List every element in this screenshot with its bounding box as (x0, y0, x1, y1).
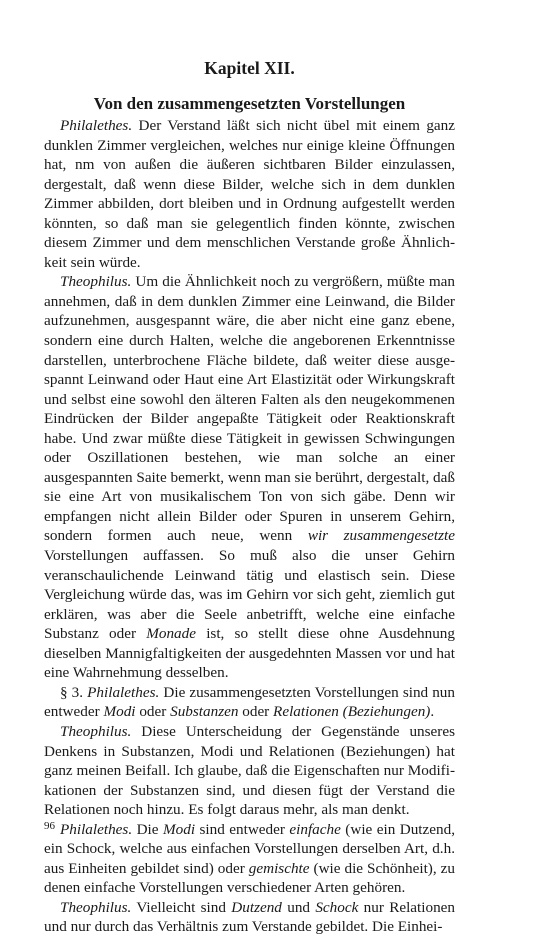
text-run: Vorstellungen auffassen. So muß also die unser Gehirn veranschaulichende Leinwand tätig und elastisch sein. Diese Vergleichung würde das, was im Gehirn vor sich geht, ziemlich gut erklären, was aber die Seele anbetrifft, welche eine einfache Substanz oder (44, 547, 455, 643)
text-run: oder (238, 703, 274, 721)
text-run: sind entweder (195, 820, 290, 838)
text-run: Um die Ähnlichkeit noch zu vergrößern, müßte man annehmen, daß in dem dunklen Zimmer eine Leinwand, die Bilder aufzunehmen, ausgespannt wäre, die aber nicht eine ganz ebene, sondern eine durch Halten, welche die angeborenen Erkenntnisse darstellen, unterbrochene Fläche bildete, daß weiter diese ausgespannt Leinwand oder Haut eine Art Elastizität oder Wirkungskraft und selbst eine sowohl den älteren Falten als den neugekommenen Eindrücken der Bilder angepaßte Tätigkeit oder Reaktionskraft habe. Und zwar müßte diese Tätigkeit in gewissen Schwingungen oder Oszillationen bestehen, wie man solche an einer ausgespannten Saite bemerkt, wenn man sie berührt, dergestalt, daß sie eine Art von musikalischem Ton von sich gäbe. Denn wir empfangen nicht allein Bilder oder Spuren in unserem Gehirn, sondern formen auch neue, wenn (44, 273, 455, 545)
italic-run: Modi (162, 820, 196, 838)
italic-run: Theophilus. (60, 273, 132, 291)
chapter-heading: Kapitel XII. (204, 58, 295, 78)
page-number: 96 (44, 820, 55, 832)
text-run: Der Verstand läßt sich nicht übel mit einem ganz dunklen Zimmer vergleichen, welches nur einige kleine Öffnungen hat, nm von außen die äußeren sichtbaren Bilder einzulassen, dergestalt, daß wenn diese Bilder, welche sich in dem dunklen Zimmer abbilden, dort bleiben und in Ordnung aufgestellt werden könnten, so daß man sie gelegentlich finden könnte, zwischen diesem Zimmer und dem menschlichen Verstande große Ähnlichkeit sein würde. (44, 117, 455, 271)
italic-run: gemischte (248, 859, 310, 877)
italic-run: Substanzen (170, 703, 239, 721)
text-run: Die (132, 820, 163, 838)
text-run: . (430, 703, 435, 721)
text-run: und (281, 898, 316, 916)
paragraph (44, 820, 455, 898)
text-run: (wie die Schönheit), zu denen einfache Vorstellungen verschiedener Arten gehören. (44, 859, 455, 897)
italic-run: Philalethes. (87, 683, 160, 701)
paragraph (44, 722, 455, 820)
italic-run: Dutzend (231, 898, 282, 916)
chapter-title: Von den zusammengesetzten Vorstellungen (93, 94, 406, 113)
italic-run: Theophilus. (60, 722, 132, 740)
italic-run: einfache (289, 820, 341, 838)
italic-run: Philalethes. (60, 820, 133, 838)
italic-run: Philalethes. (60, 117, 133, 134)
text-run: § 3. (60, 683, 88, 701)
paragraph (44, 272, 455, 682)
italic-run: Monade (146, 625, 196, 643)
paragraph (44, 116, 455, 272)
italic-run: Schock (315, 898, 359, 916)
italic-run: Modi (103, 703, 136, 721)
book-page (44, 0, 456, 936)
text-run: Diese Unterscheidung der Gegenstände unseres Denkens in Substanzen, Modi und Relationen (Beziehungen) hat ganz meinen Beifall. Ich glaube, daß die Eigenschaften nur Modifikationen der Substanzen sind, und diesen fügt der Verstand die Relationen noch hinzu. Es folgt daraus mehr, als man denkt. (44, 722, 455, 819)
text-run: Die zusammengesetzten Vorstellungen sind nun entweder (44, 683, 455, 721)
italic-run: Theophilus. (60, 898, 132, 916)
paragraph (44, 898, 455, 937)
text-run: oder (135, 703, 171, 721)
text-run: Vielleicht sind (131, 898, 232, 916)
italic-run: wir zusammengesetzte (307, 527, 455, 545)
text-run: ist, so stellt diese ohne Ausdehnung dieselben Mannigfaltigkeiten der ausgedehnten Massen vor und hat eine Wahrnehmung desselben. (44, 625, 455, 682)
text-run: nur Relationen und nur durch das Verhältnis zum Verstande gebildet. Die Einhei- (44, 898, 456, 936)
body-text (44, 116, 455, 937)
text-run: (wie ein Dutzend, ein Schock, welche aus einfachen Vorstellungen derselben Art, d.h. aus Einheiten gebildet sind) oder (44, 820, 455, 877)
paragraph (44, 683, 455, 722)
italic-run: Relationen (Beziehungen) (273, 703, 431, 721)
